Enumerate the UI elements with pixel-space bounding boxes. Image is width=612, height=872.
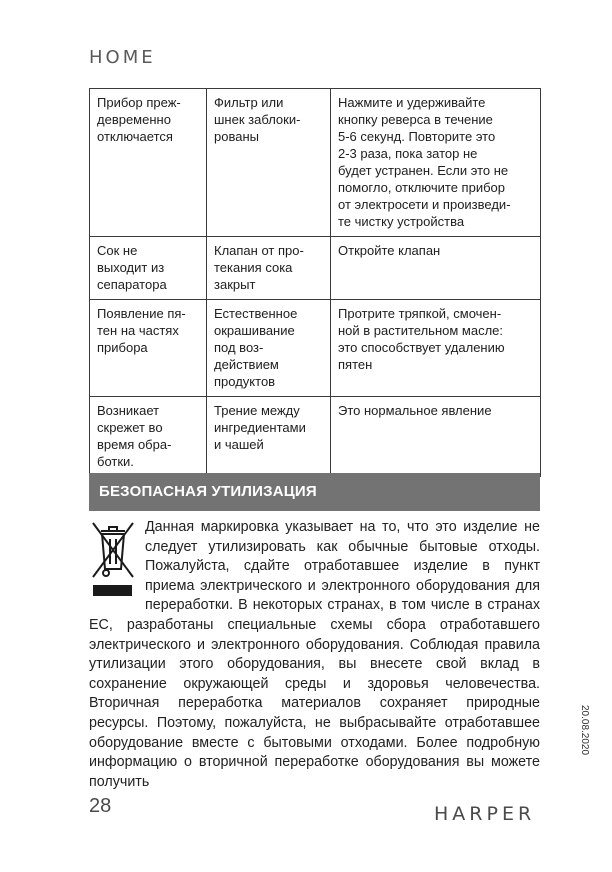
disposal-paragraph: Данная маркировка указывает на то, что это изделие не следует утилизировать как обычные бытовые отходы. Пожалуйста, сдайте отработавшее изделие в пункт приема электрического и электронного оборудования для переработки. В некоторых странах, в том числе в странах ЕС, разработаны специальные схемы сбора отработавшего электрического и электронного оборудования. Соблюдая правила утилизации этого оборудования, вы внесете свой вклад в сохранение окружающей среды и здоровья человечества. Вторичная переработка материалов сохраняет природные ресурсы. Поэтому, пожалуйста, не выбрасывайте отработавшее оборудование вместе с бытовыми отходами. Более подробную информацию о вторичной переработке оборудования вы можете получить bbox=[89, 519, 540, 790]
table-row bbox=[90, 237, 541, 300]
solution-cell: Это нормальное явление bbox=[331, 397, 541, 477]
problem-cell: Прибор преж- девременно отключается bbox=[90, 89, 207, 237]
table-row bbox=[90, 89, 541, 237]
problem-cell: Сок не выходит из сепаратора bbox=[90, 237, 207, 300]
cause-cell: Фильтр или шнек заблоки- рованы bbox=[207, 89, 331, 237]
solution-cell: Нажмите и удерживайте кнопку реверса в течение 5-6 секунд. Повторите это 2-3 раза, пока затор не будет устранен. Если это не помогло, отключите прибор от электросети и произведи- те чистку устройства bbox=[331, 89, 541, 237]
page-number: 28 bbox=[89, 795, 112, 817]
footer-brand-logo: HARPER bbox=[434, 803, 536, 825]
solution-cell: Протрите тряпкой, смочен- ной в растительном масле: это способствует удалению пятен bbox=[331, 300, 541, 397]
section-heading: БЕЗОПАСНАЯ УТИЛИЗАЦИЯ bbox=[89, 473, 540, 511]
header-brand-logo: HOME bbox=[89, 47, 156, 68]
print-date: 20.08.2020 bbox=[579, 705, 590, 756]
troubleshooting-table bbox=[89, 88, 541, 477]
cause-cell: Трение между ингредиентами и чашей bbox=[207, 397, 331, 477]
solution-cell: Откройте клапан bbox=[331, 237, 541, 300]
table-row bbox=[90, 300, 541, 397]
table-row bbox=[90, 397, 541, 477]
cause-cell: Клапан от про- текания сока закрыт bbox=[207, 237, 331, 300]
problem-cell: Возникает скрежет во время обра- ботки. bbox=[90, 397, 207, 477]
disposal-text-block bbox=[89, 518, 540, 792]
icon-spacer bbox=[89, 518, 145, 610]
cause-cell: Естественное окрашивание под воз- действием продуктов bbox=[207, 300, 331, 397]
problem-cell: Появление пя- тен на частях прибора bbox=[90, 300, 207, 397]
